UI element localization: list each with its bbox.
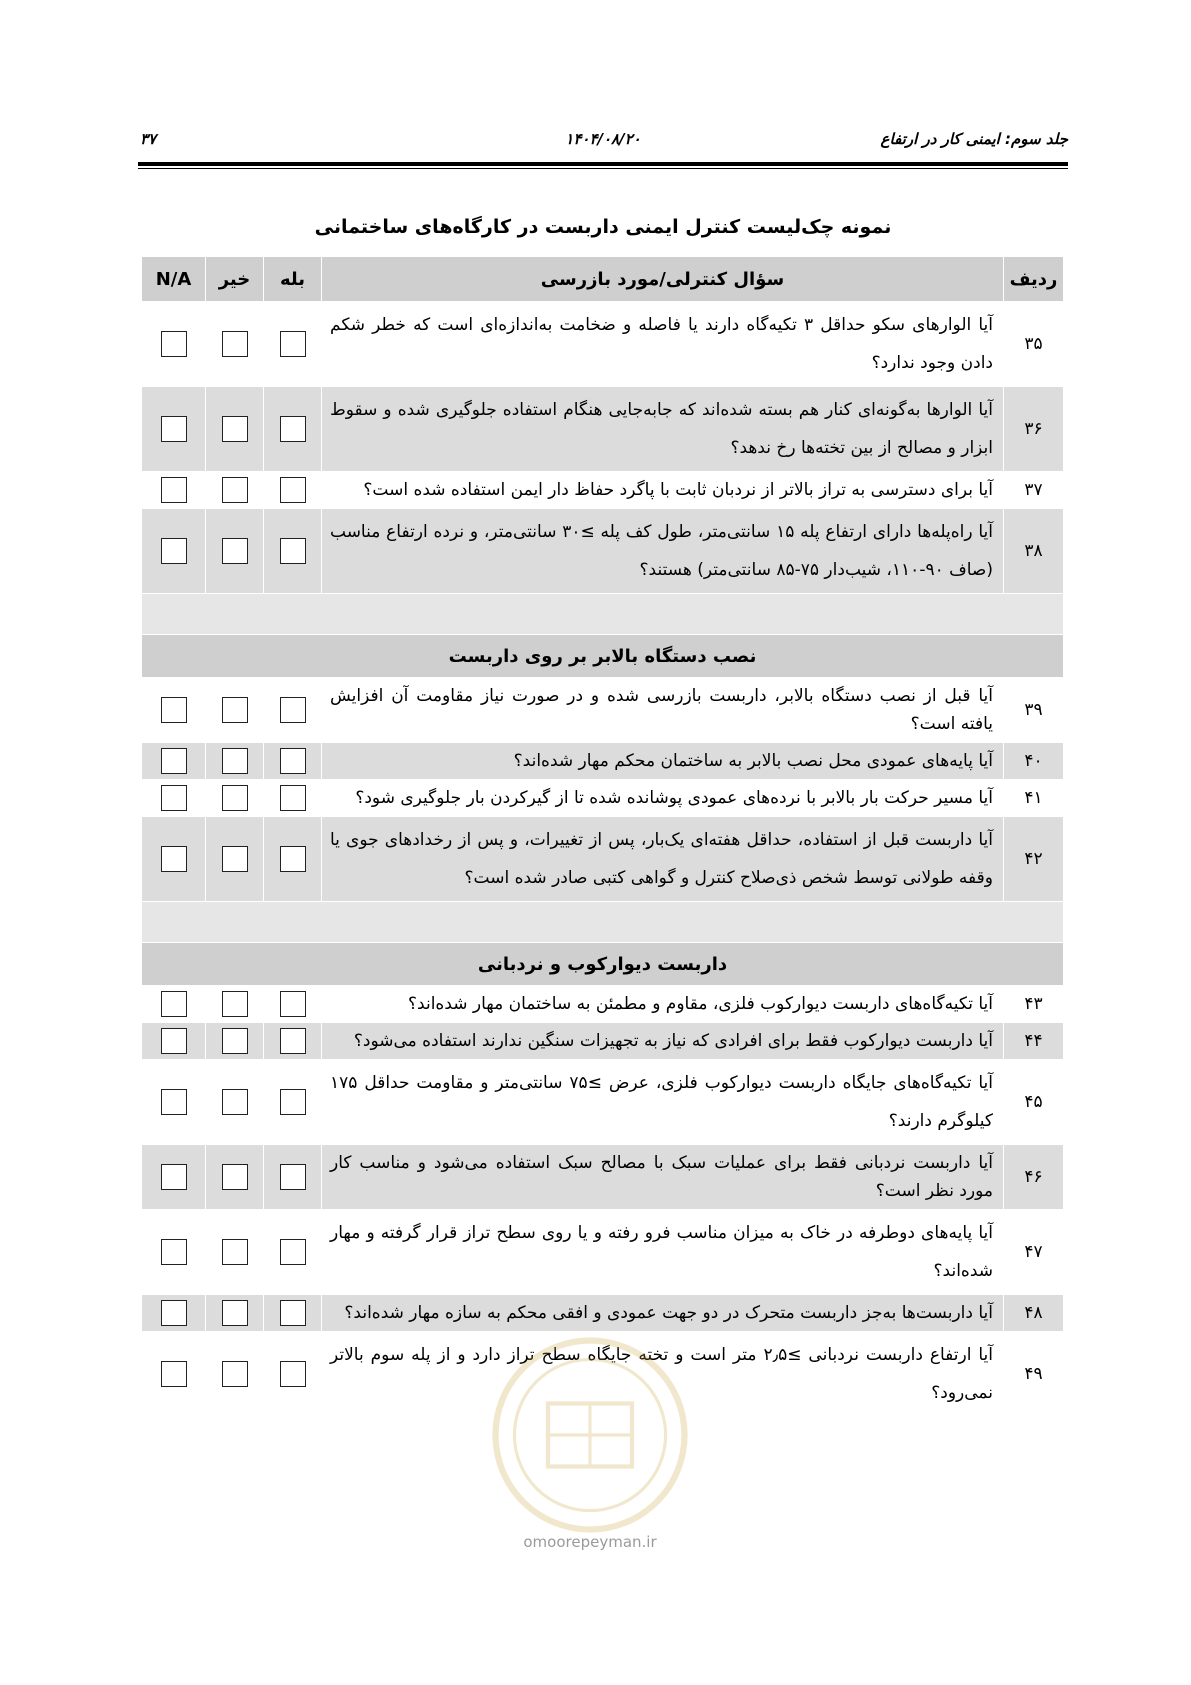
no-cell: [206, 1332, 264, 1417]
question-text: آیا تکیه‌گاه‌های جایگاه داربست دیوارکوب فلزی، عرض ≥۷۵ سانتی‌متر و مقاومت حداقل ۱۷۵ کیلوگرم دارند؟: [322, 1060, 1004, 1145]
question-text: آیا داربست قبل از استفاده، حداقل هفته‌ای یک‌بار، پس از تغییرات، و پس از رخدادهای جوی یا وقفه طولانی توسط شخص ذی‌صلاح کنترل و گواهی کتبی صادر شده است؟: [322, 817, 1004, 902]
na-checkbox[interactable]: [161, 1300, 187, 1326]
question-text: آیا راه‌پله‌ها دارای ارتفاع پله ۱۵ سانتی‌متر، طول کف پله ≥۳۰ سانتی‌متر، و نرده ارتفاع مناسب (صاف ۹۰-۱۱۰، شیب‌دار ۷۵-۸۵ سانتی‌متر) هستند؟: [322, 509, 1004, 594]
yes-cell: [264, 509, 322, 594]
table-row: [142, 1023, 1064, 1060]
na-cell: [142, 1210, 206, 1295]
question-text: آیا داربست نردبانی فقط برای عملیات سبک با مصالح سبک استفاده می‌شود و مناسب کار مورد نظر است؟: [322, 1145, 1004, 1210]
yes-cell: [264, 302, 322, 387]
no-cell: [206, 780, 264, 817]
no-checkbox[interactable]: [222, 1089, 248, 1115]
na-cell: [142, 1145, 206, 1210]
question-text: آیا الوارهای سکو حداقل ۳ تکیه‌گاه دارند یا فاصله و ضخامت به‌اندازه‌ای است که خطر شکم دادن وجود ندارد؟: [322, 302, 1004, 387]
spacer-cell: [142, 594, 1064, 635]
book-title: جلد سوم: ایمنی کار در ارتفاع: [880, 130, 1068, 148]
na-checkbox[interactable]: [161, 477, 187, 503]
checklist-table: [141, 256, 1064, 1417]
question-text: آیا مسیر حرکت بار بالابر با نرده‌های عمودی پوشانده شده تا از گیرکردن بار جلوگیری شود؟: [322, 780, 1004, 817]
question-text: آیا الوارها به‌گونه‌ای کنار هم بسته شده‌اند که جابه‌جایی هنگام استفاده جلوگیری شده و سقوط ابزار و مصالح از بین تخته‌ها رخ ندهد؟: [322, 387, 1004, 472]
row-number: ۳۹: [1004, 678, 1064, 743]
table-row: [142, 743, 1064, 780]
yes-cell: [264, 780, 322, 817]
row-number: ۳۵: [1004, 302, 1064, 387]
yes-checkbox[interactable]: [280, 991, 306, 1017]
no-checkbox[interactable]: [222, 1028, 248, 1054]
row-number: ۴۴: [1004, 1023, 1064, 1060]
question-text: آیا برای دسترسی به تراز بالاتر از نردبان ثابت با پاگرد حفاظ دار ایمن استفاده شده است؟: [322, 472, 1004, 509]
no-cell: [206, 1060, 264, 1145]
row-number: ۴۵: [1004, 1060, 1064, 1145]
yes-cell: [264, 1210, 322, 1295]
question-text: آیا پایه‌های دوطرفه در خاک به میزان مناسب فرو رفته و یا روی سطح تراز قرار گرفته و مهار شده‌اند؟: [322, 1210, 1004, 1295]
col-question: سؤال کنترلی/مورد بازرسی: [322, 257, 1004, 302]
yes-checkbox[interactable]: [280, 1239, 306, 1265]
no-cell: [206, 1210, 264, 1295]
yes-checkbox[interactable]: [280, 1164, 306, 1190]
section-row: [142, 635, 1064, 678]
na-checkbox[interactable]: [161, 1239, 187, 1265]
table-row: [142, 1060, 1064, 1145]
no-cell: [206, 387, 264, 472]
no-cell: [206, 1145, 264, 1210]
yes-checkbox[interactable]: [280, 1028, 306, 1054]
no-cell: [206, 1023, 264, 1060]
na-checkbox[interactable]: [161, 785, 187, 811]
row-number: ۴۷: [1004, 1210, 1064, 1295]
no-cell: [206, 472, 264, 509]
table-row: [142, 302, 1064, 387]
na-cell: [142, 817, 206, 902]
na-checkbox[interactable]: [161, 991, 187, 1017]
na-cell: [142, 1023, 206, 1060]
col-yes: بله: [264, 257, 322, 302]
col-row: ردیف: [1004, 257, 1064, 302]
na-cell: [142, 509, 206, 594]
no-cell: [206, 509, 264, 594]
yes-checkbox[interactable]: [280, 538, 306, 564]
row-number: ۴۰: [1004, 743, 1064, 780]
na-checkbox[interactable]: [161, 538, 187, 564]
question-text: آیا تکیه‌گاه‌های داربست دیوارکوب فلزی، مقاوم و مطمئن به ساختمان مهار شده‌اند؟: [322, 986, 1004, 1023]
row-number: ۳۸: [1004, 509, 1064, 594]
section-title: نصب دستگاه بالابر بر روی داربست: [142, 635, 1064, 678]
yes-checkbox[interactable]: [280, 331, 306, 357]
na-checkbox[interactable]: [161, 748, 187, 774]
no-cell: [206, 986, 264, 1023]
na-checkbox[interactable]: [161, 331, 187, 357]
question-text: آیا داربست دیوارکوب فقط برای افرادی که نیاز به تجهیزات سنگین ندارند استفاده می‌شود؟: [322, 1023, 1004, 1060]
yes-checkbox[interactable]: [280, 748, 306, 774]
no-checkbox[interactable]: [222, 748, 248, 774]
no-cell: [206, 678, 264, 743]
na-checkbox[interactable]: [161, 1361, 187, 1387]
table-row: [142, 509, 1064, 594]
no-checkbox[interactable]: [222, 1300, 248, 1326]
table-row: [142, 472, 1064, 509]
no-checkbox[interactable]: [222, 1164, 248, 1190]
spacer-row: [142, 902, 1064, 943]
question-text: آیا قبل از نصب دستگاه بالابر، داربست بازرسی شده و در صورت نیاز مقاومت آن افزایش یافته است؟: [322, 678, 1004, 743]
yes-cell: [264, 1145, 322, 1210]
na-checkbox[interactable]: [161, 697, 187, 723]
na-cell: [142, 1332, 206, 1417]
col-na: N/A: [142, 257, 206, 302]
question-text: آیا داربست‌ها به‌جز داربست متحرک در دو جهت عمودی و افقی محکم به سازه مهار شده‌اند؟: [322, 1295, 1004, 1332]
spacer-cell: [142, 902, 1064, 943]
header-rule-thick: [138, 162, 1068, 166]
na-cell: [142, 387, 206, 472]
no-cell: [206, 743, 264, 780]
no-cell: [206, 817, 264, 902]
watermark-seal: [485, 1330, 695, 1540]
yes-checkbox[interactable]: [280, 1089, 306, 1115]
no-checkbox[interactable]: [222, 991, 248, 1017]
watermark-url: omoorepeyman.ir: [523, 1533, 657, 1551]
table-row: [142, 780, 1064, 817]
section-row: [142, 943, 1064, 986]
row-number: ۴۳: [1004, 986, 1064, 1023]
yes-checkbox[interactable]: [280, 1300, 306, 1326]
row-number: ۴۲: [1004, 817, 1064, 902]
row-number: ۴۶: [1004, 1145, 1064, 1210]
yes-cell: [264, 986, 322, 1023]
header-date: ۱۴۰۴/۰۸/۲۰: [565, 130, 641, 148]
table-row: [142, 1145, 1064, 1210]
yes-checkbox[interactable]: [280, 477, 306, 503]
no-checkbox[interactable]: [222, 1239, 248, 1265]
row-number: ۴۹: [1004, 1332, 1064, 1417]
table-row: [142, 1295, 1064, 1332]
na-cell: [142, 986, 206, 1023]
yes-checkbox[interactable]: [280, 1361, 306, 1387]
row-number: ۴۱: [1004, 780, 1064, 817]
yes-cell: [264, 1060, 322, 1145]
na-checkbox[interactable]: [161, 1028, 187, 1054]
na-cell: [142, 678, 206, 743]
question-text: آیا ارتفاع داربست نردبانی ≥۲٫۵ متر است و تخته جایگاه سطح تراز دارد و از پله سوم بالاتر نمی‌رود؟: [322, 1332, 1004, 1417]
table-row: [142, 387, 1064, 472]
col-no: خیر: [206, 257, 264, 302]
no-checkbox[interactable]: [222, 697, 248, 723]
yes-cell: [264, 678, 322, 743]
question-text: آیا پایه‌های عمودی محل نصب بالابر به ساختمان محکم مهار شده‌اند؟: [322, 743, 1004, 780]
table-row: [142, 678, 1064, 743]
na-cell: [142, 743, 206, 780]
table-row: [142, 1210, 1064, 1295]
na-cell: [142, 1295, 206, 1332]
yes-cell: [264, 472, 322, 509]
row-number: ۴۸: [1004, 1295, 1064, 1332]
yes-cell: [264, 1332, 322, 1417]
section-title: داربست دیوارکوب و نردبانی: [142, 943, 1064, 986]
na-cell: [142, 780, 206, 817]
no-checkbox[interactable]: [222, 538, 248, 564]
na-cell: [142, 1060, 206, 1145]
spacer-row: [142, 594, 1064, 635]
no-checkbox[interactable]: [222, 477, 248, 503]
no-cell: [206, 302, 264, 387]
na-checkbox[interactable]: [161, 846, 187, 872]
yes-checkbox[interactable]: [280, 416, 306, 442]
na-cell: [142, 302, 206, 387]
yes-cell: [264, 1295, 322, 1332]
header-rule-thin: [138, 168, 1068, 169]
na-checkbox[interactable]: [161, 416, 187, 442]
na-checkbox[interactable]: [161, 1089, 187, 1115]
header-row: [142, 257, 1064, 302]
yes-cell: [264, 1023, 322, 1060]
yes-checkbox[interactable]: [280, 697, 306, 723]
na-cell: [142, 472, 206, 509]
table-row: [142, 986, 1064, 1023]
yes-cell: [264, 743, 322, 780]
yes-checkbox[interactable]: [280, 785, 306, 811]
yes-cell: [264, 817, 322, 902]
row-number: ۳۶: [1004, 387, 1064, 472]
row-number: ۳۷: [1004, 472, 1064, 509]
no-checkbox[interactable]: [222, 416, 248, 442]
no-checkbox[interactable]: [222, 846, 248, 872]
no-checkbox[interactable]: [222, 331, 248, 357]
checklist-title: نمونه چک‌لیست کنترل ایمنی داربست در کارگاه‌های ساختمانی: [314, 216, 892, 238]
yes-checkbox[interactable]: [280, 846, 306, 872]
table-row: [142, 817, 1064, 902]
yes-cell: [264, 387, 322, 472]
na-checkbox[interactable]: [161, 1164, 187, 1190]
page-header: [138, 130, 1068, 154]
no-checkbox[interactable]: [222, 785, 248, 811]
no-checkbox[interactable]: [222, 1361, 248, 1387]
no-cell: [206, 1295, 264, 1332]
page-number: ۳۷: [140, 130, 157, 148]
